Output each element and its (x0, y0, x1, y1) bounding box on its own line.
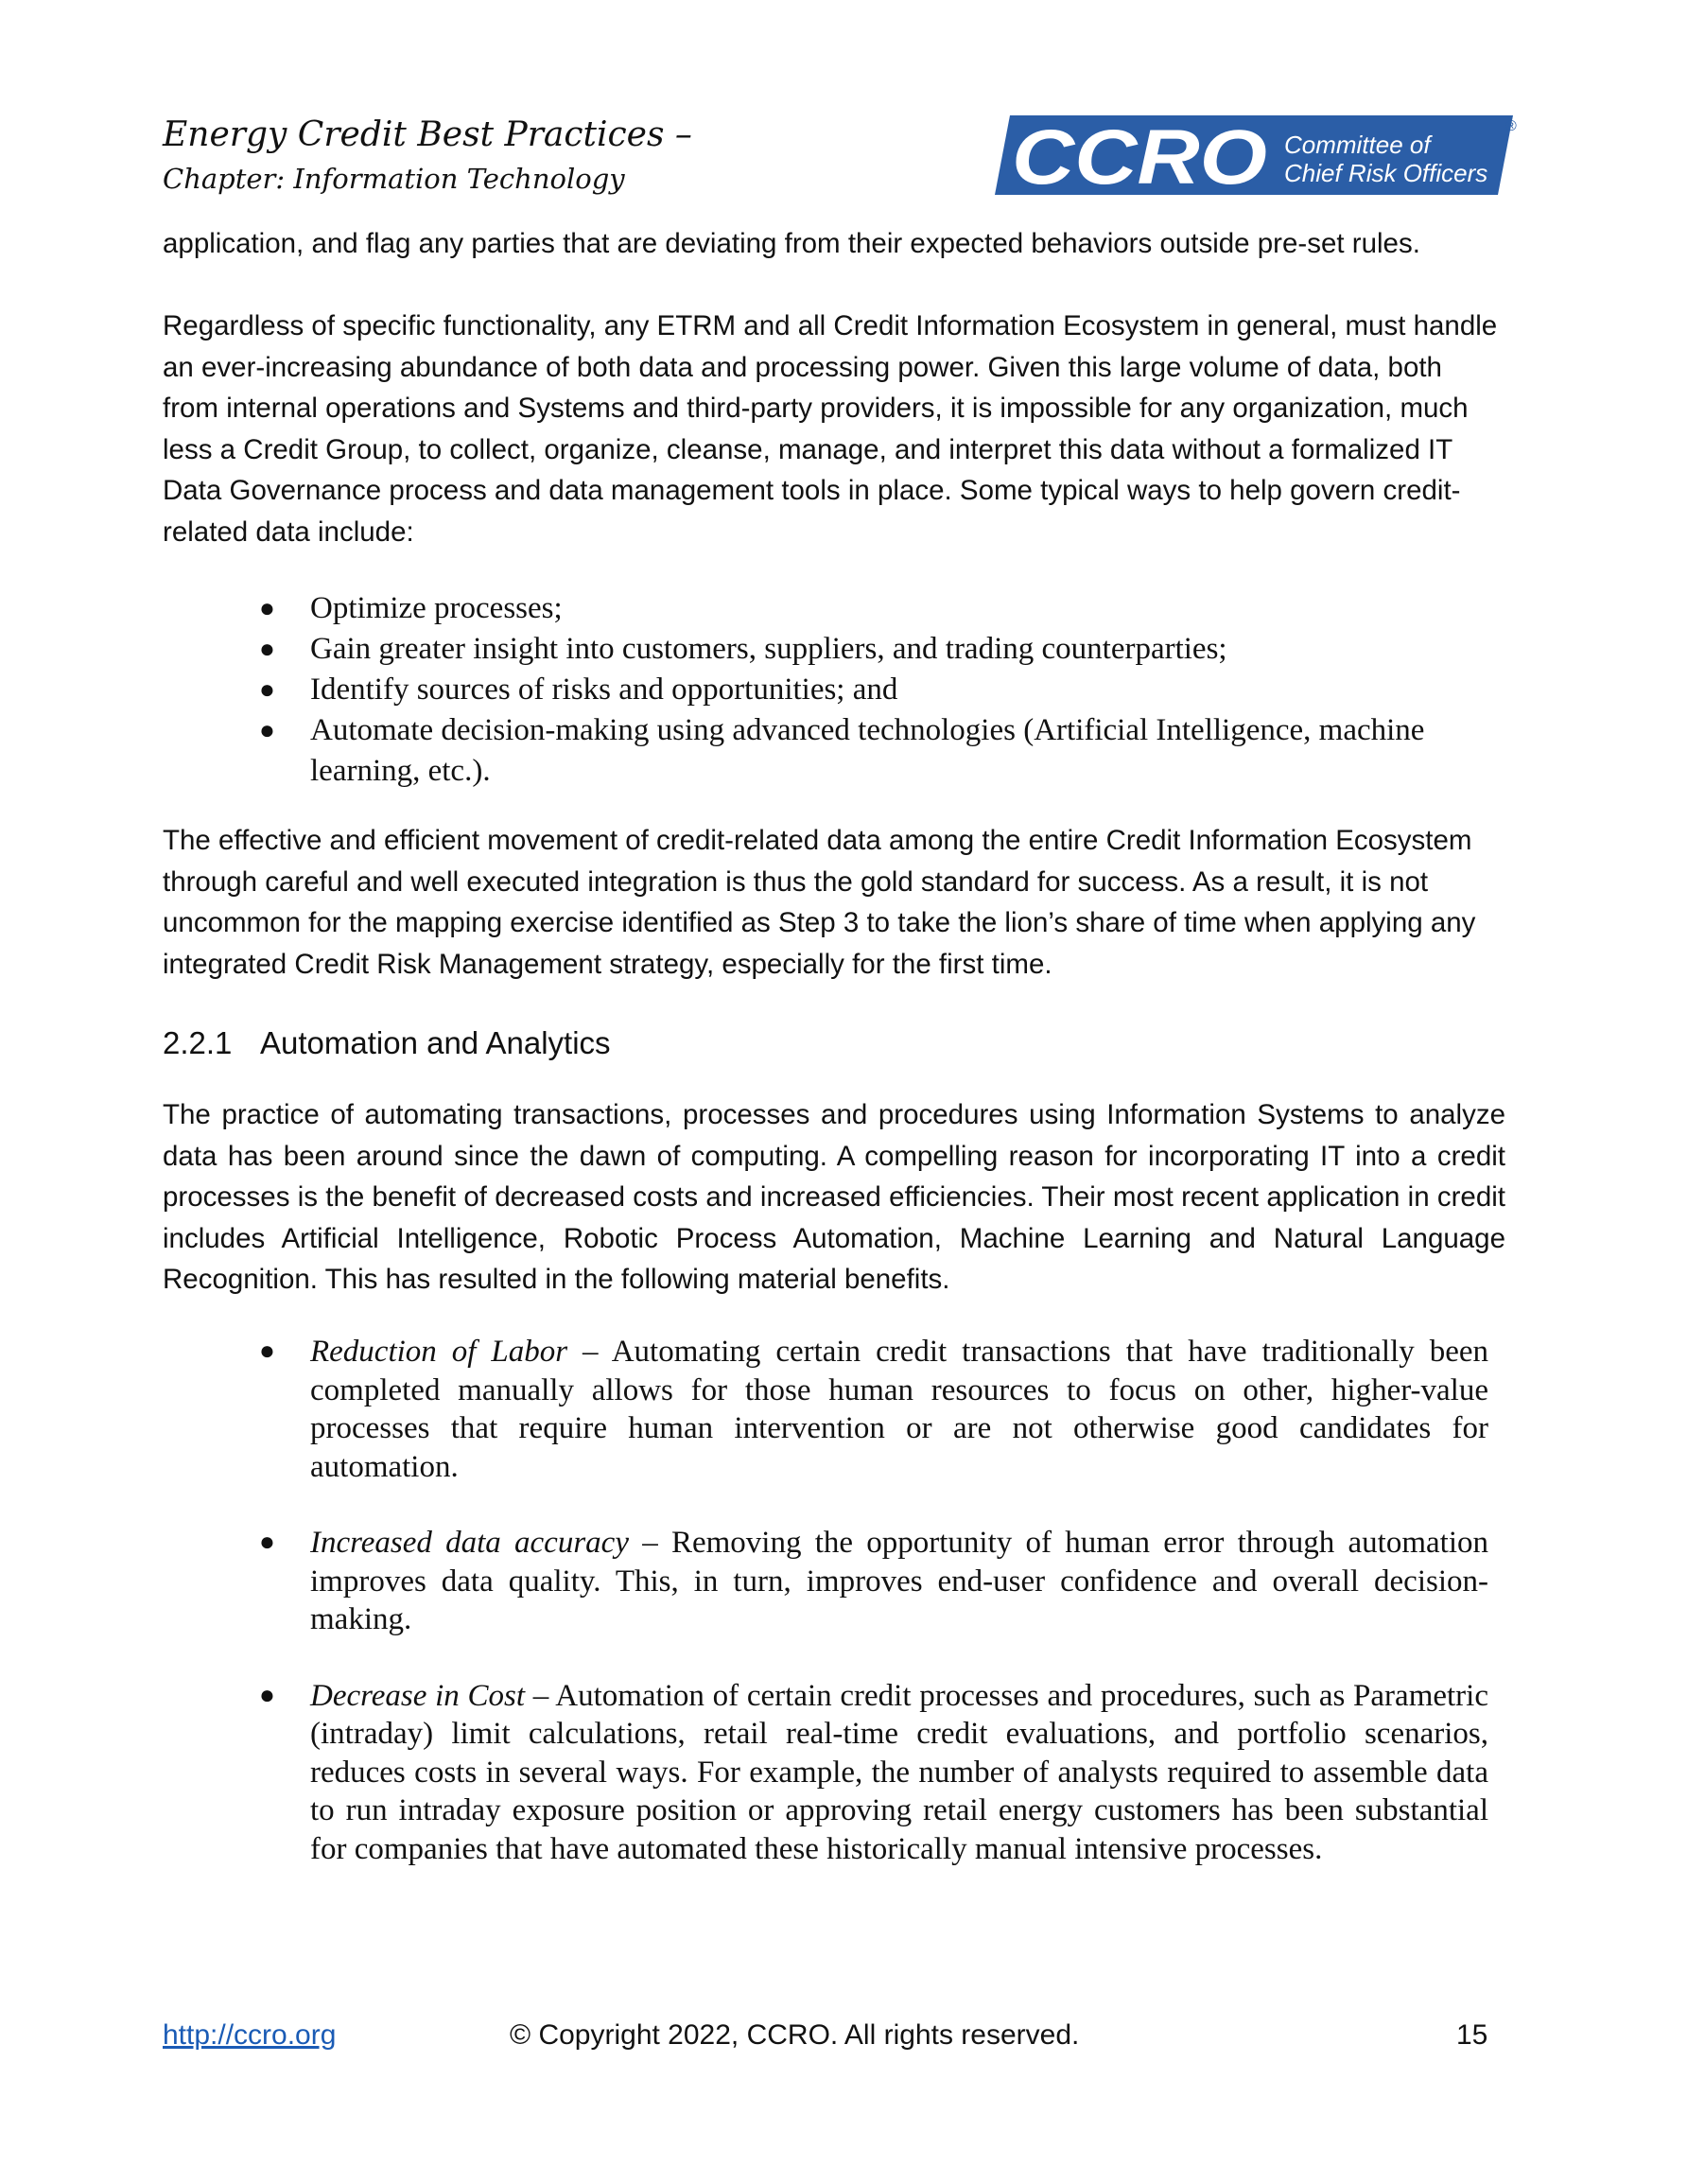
benefit-term: Increased data accuracy (310, 1526, 629, 1560)
logo-registered: ® (1505, 118, 1517, 134)
footer-link[interactable]: http://ccro.org (163, 2019, 337, 2051)
paragraph-automation: The practice of automating transactions, processes and procedures using Information Systems to analyze data has been around since the dawn of computing. A compelling reason for incorporating IT into a credit processes is the benefit of decreased costs and increased efficiencies. Their most recent application in credit includes Artificial Intelligence, Robotic Process Automation, Machine Learning and Natural Language Recognition. This has resulted in the following material benefits. (163, 1099, 1505, 1295)
benefit-description: Automating certain credit transactions that have traditionally been completed manually allows for those human resources to focus on other, higher-value processes that require human intervention or are not otherwise good candidates for automation. (310, 1335, 1489, 1484)
logo-line1: Committee of (1284, 131, 1431, 159)
header-title: Energy Credit Best Practices – (163, 115, 692, 154)
paragraph-data-governance: Regardless of specific functionality, any ETRM and all Credit Information Ecosystem in general, must handle an ever-increasing abundance of both data and processing power. Given this large volume of data, both from internal operations and Systems and third-party providers, it is impossible for any organization, much less a Credit Group, to collect, organize, cleanse, manage, and interpret this data without a formalized IT Data Governance process and data management tools in place. Some typical ways to help govern credit-related data include: (163, 310, 1498, 548)
footer-copyright: © Copyright 2022, CCRO. All rights reserved. (510, 2019, 1080, 2051)
section-heading (163, 1025, 611, 1061)
paragraph-continuation: application, and flag any parties that are deviating from their expected behaviors outside pre-set rules. (163, 228, 1420, 259)
bullet-icon: ● (259, 716, 275, 745)
logo-line2: Chief Risk Officers (1284, 159, 1488, 187)
governance-bullet-list (0, 588, 1687, 792)
logo-wordmark: CCRO (1012, 114, 1267, 201)
bullet-icon: ● (259, 1528, 275, 1557)
ccro-logo (995, 112, 1524, 201)
bullet-icon: ● (259, 1680, 275, 1710)
paragraph-integration: The effective and efficient movement of credit-related data among the entire Credit Information Ecosystem through careful and well executed integration is thus the gold standard for success. As a result, it is not uncommon for the mapping exercise identified as Step 3 to take the lion’s share of time when applying any integrated Credit Risk Management strategy, especially for the first time. (163, 825, 1476, 980)
benefit-description: Removing the opportunity of human error through automation improves data quality. This, in turn, improves end-user confidence and overall decision-making. (310, 1526, 1488, 1636)
list-item: ● Increased data accuracy – Removing the opportunity of human error through automation improves data quality. This, in turn, improves end-user confidence and overall decision-making. (259, 1526, 1488, 1636)
list-item: ● Automate decision-making using advanced technologies (Artificial Intelligence, machine learning, etc.). (0, 710, 1687, 792)
list-item: ● Gain greater insight into customers, suppliers, and trading counterparties; (0, 629, 1687, 670)
benefit-term: Decrease in Cost (310, 1678, 526, 1713)
list-item: ● Identify sources of risks and opportunities; and (0, 670, 1687, 710)
list-item: ● Optimize processes; (0, 588, 1687, 629)
bullet-icon: ● (259, 1337, 275, 1366)
bullet-icon: ● (259, 594, 275, 623)
section-number: 2.2.1 (163, 1025, 233, 1060)
benefit-description: Automation of certain credit processes and procedures, such as Parametric (intraday) limit calculations, retail real-time credit evaluations, and portfolio scenarios, reduces costs in several ways. For example, the number of analysts required to assemble data to run intraday exposure position or approving retail energy customers has been substantial for companies that have automated these historically manual intensive processes. (310, 1678, 1488, 1866)
bullet-icon: ● (259, 675, 275, 705)
list-item: ● Decrease in Cost – Automation of certain credit processes and procedures, such as Parametric (intraday) limit calculations, retail real-time credit evaluations, and portfolio scenarios, reduces costs in several ways. For example, the number of analysts required to assemble data to run intraday exposure position or approving retail energy customers has been substantial for companies that have automated these historically manual intensive processes. (259, 1678, 1488, 1866)
page-number: 15 (1456, 2019, 1488, 2051)
bullet-icon: ● (259, 635, 275, 664)
header-chapter: Chapter: Information Technology (163, 163, 625, 195)
list-item: ● Reduction of Labor – Automating certain credit transactions that have traditionally been completed manually allows for those human resources to focus on other, higher-value processes that require human intervention or are not otherwise good candidates for automation. (259, 1335, 1489, 1484)
benefits-bullet-list (0, 1333, 1687, 1906)
benefit-term: Reduction of Labor (310, 1335, 568, 1369)
section-title: Automation and Analytics (260, 1025, 611, 1060)
